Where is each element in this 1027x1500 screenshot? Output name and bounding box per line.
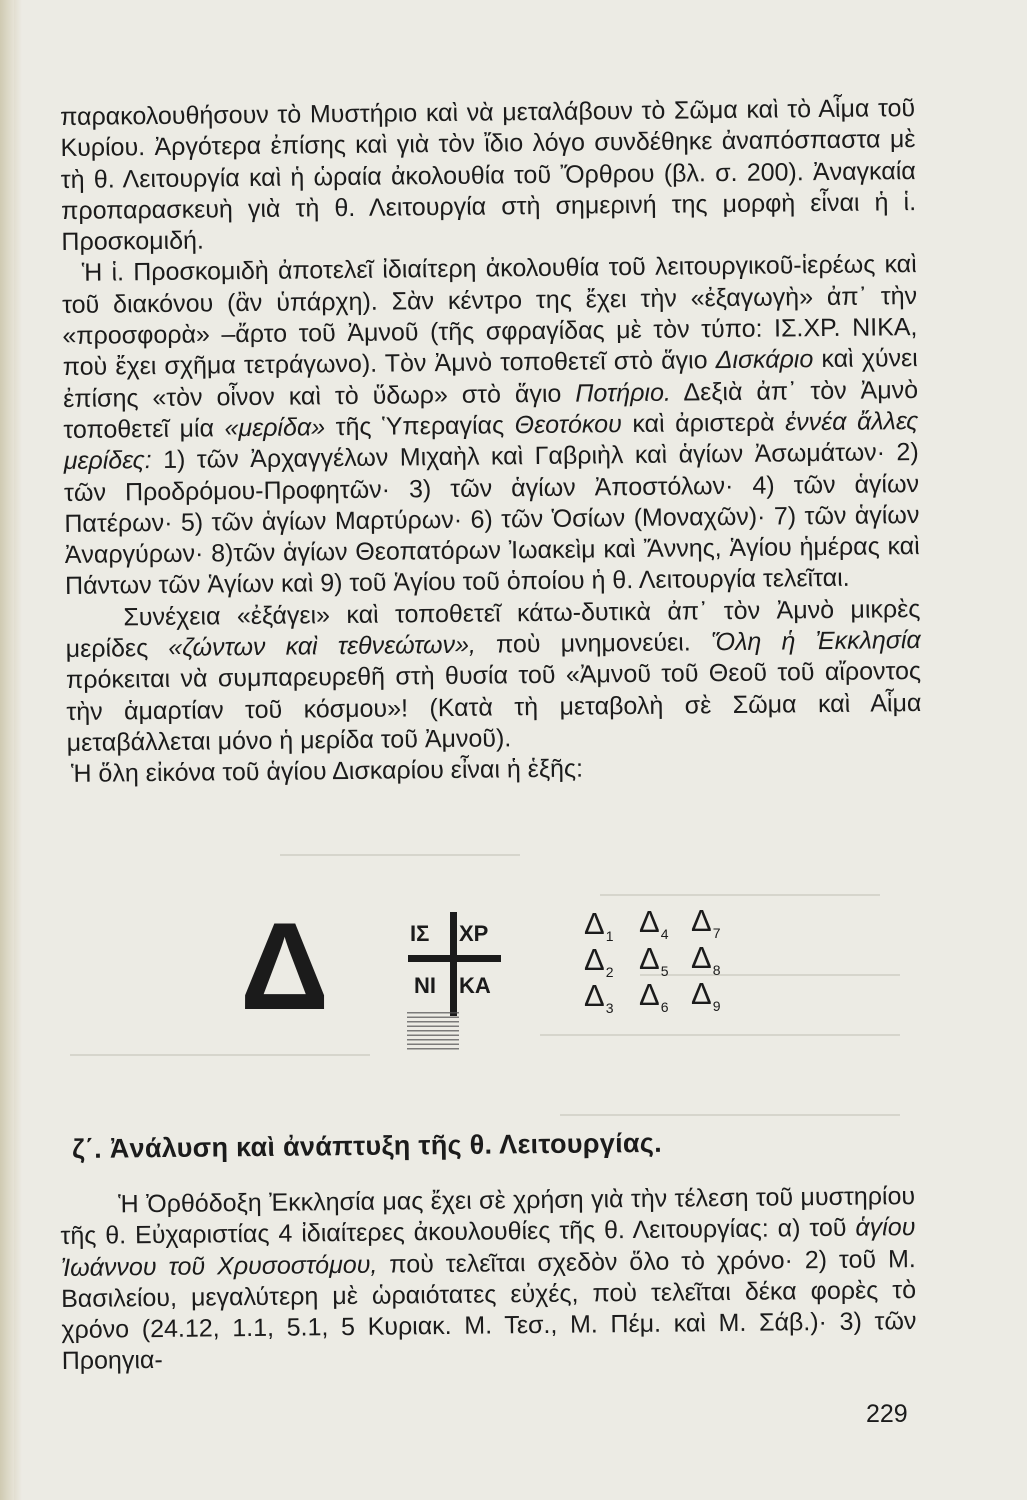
delta-index: 7	[712, 925, 721, 941]
italic-chrysostom: ἁγίου Ἰωάννου τοῦ Χρυσοστόμου,	[60, 1213, 916, 1282]
delta-particle	[691, 942, 721, 979]
delta-index: 1	[605, 928, 614, 944]
particle-delta-grid	[584, 903, 764, 1018]
big-delta-symbol: Δ	[240, 898, 330, 1036]
text-fragment: καὶ χύνει ἐπίσης «τὸν οἶνον καὶ τὸ ὕδωρ» στὸ ἅγιο	[62, 344, 918, 413]
paragraph-3	[65, 594, 922, 759]
text-fragment: ποὺ τελεῖται σχεδὸν ὅλο τὸ χρόνο· 2) τοῦ Μ. Βασιλείου, μεγαλύτερη μὲ ὡραιότατες εὐχές, ποὺ τελεῖται δέκα φορὲς τὸ χρόνο (24.12, 1.1, 5.1, 5 Κυριακ. Μ. Τεσ., Μ. Πέμ. καὶ Μ. Σάβ.)· 3) τῶν Προηγια-	[60, 1244, 917, 1376]
italic-diskario: Δισκάριο	[715, 345, 814, 375]
delta-letter: Δ	[584, 978, 605, 1013]
delta-particle	[691, 978, 721, 1015]
delta-particle	[691, 905, 721, 942]
main-text-upper	[60, 93, 922, 790]
text-fragment: Δεξιὰ ἀπ᾿ τὸν Ἀμνὸ τοποθετεῖ μία	[63, 375, 919, 444]
seal-cross	[408, 912, 508, 1022]
delta-index: 5	[660, 963, 669, 979]
text-fragment: 1) τῶν Ἀρχαγγέλων Μιχαὴλ καὶ Γαβριὴλ καὶ ἁγίων Ἀσωμάτων· 2) τῶν Προδρόμου-Προφητῶν· 3) τῶν ἁγίων Ἀποστόλων· 4) τῶν ἁγίων Πατέρων· 5) τῶν ἁγίων Μαρτύρων· 6) τῶν Ὁσίων (Μοναχῶν)· 7) τῶν ἁγίων Ἀναργύρων· 8)τῶν ἁγίων Θεοπατόρων Ἰωακεὶμ καὶ Ἄννης, Ἁγίου ἡμέρας καὶ Πάντων τῶν Ἁγίων καὶ 9) τοῦ Ἁγίου τοῦ ὁποίου ἡ θ. Λειτουργία τελεῖται.	[63, 438, 920, 601]
delta-letter: Δ	[584, 942, 605, 977]
section-heading: ζ΄. Ἀνάλυση καὶ ἀνάπτυξη τῆς θ. Λειτουργίας.	[72, 1127, 663, 1164]
delta-letter: Δ	[691, 940, 712, 975]
cross-label-top-right: ΧΡ	[459, 921, 489, 946]
delta-letter: Δ	[691, 976, 712, 1011]
italic-zonton: «ζώντων καὶ τεθνεώτων»,	[168, 630, 477, 662]
text-fragment: καὶ ἀριστερὰ	[621, 408, 786, 439]
paragraph-2	[62, 250, 921, 603]
cross-label-bottom-left: ΝΙ	[414, 973, 436, 998]
cross-label-top-left: ΙΣ	[410, 921, 430, 946]
delta-letter: Δ	[639, 904, 660, 939]
cross-vertical-bar	[450, 912, 457, 1016]
delta-letter: Δ	[584, 906, 605, 941]
delta-index: 4	[660, 926, 669, 942]
text-fragment: πρόκειται νὰ συμπαρευρεθῆ στὴ θυσία τοῦ «Ἀμνοῦ τοῦ Θεοῦ τοῦ αἴροντος τὴν ἁμαρτίαν τοῦ κόσμου»! (Κατὰ τὴ μεταβολὴ σὲ Σῶμα καὶ Αἷμα μεταβάλλεται μόνο ἡ μερίδα τοῦ Ἀμνοῦ).	[65, 657, 922, 757]
delta-particle	[584, 980, 614, 1017]
delta-letter: Δ	[639, 941, 660, 976]
delta-particle	[584, 908, 614, 945]
delta-particle	[639, 906, 669, 943]
italic-ennea: ἐννέα ἄλλες μερίδες:	[63, 406, 919, 476]
text-fragment: Ἡ Ὀρθόδοξη Ἐκκλησία μας ἔχει σὲ χρήση γιὰ τὴν τέλεση τοῦ μυστηρίου τῆς θ. Εὐχαριστίας 4 ἰδιαίτερες ἀκουλουθίες τῆς θ. Λειτουργίας: α) τοῦ	[60, 1182, 916, 1251]
text-fragment: τῆς Ὑπεραγίας	[324, 411, 515, 442]
paragraph-4: Ἡ ὅλη εἰκόνα τοῦ ἁγίου Δισκαρίου εἶναι ἡ ἑξῆς:	[70, 754, 584, 789]
cross-horizontal-bar	[408, 955, 501, 962]
delta-particle	[639, 979, 669, 1016]
cross-label-bottom-right: ΚΑ	[459, 973, 491, 998]
delta-index: 6	[660, 999, 669, 1015]
delta-index: 9	[712, 998, 721, 1014]
delta-index: 2	[605, 964, 614, 980]
delta-index: 3	[605, 1000, 614, 1016]
italic-merida: «μερίδα»	[224, 413, 326, 443]
italic-potirio: Ποτήριο.	[575, 378, 672, 408]
text-fragment: ποὺ μνημονεύει.	[475, 628, 711, 659]
paragraph-1: παρακολουθήσουν τὸ Μυστήριο καὶ νὰ μεταλάβουν τὸ Σῶμα καὶ τὸ Αἷμα τοῦ Κυρίου. Ἀργότερα ἐπίσης καὶ γιὰ τὸν ἴδιο λόγο συνδέθηκε ἀναπόσπαστα μὲ τὴ θ. Λειτουργία καὶ ἡ ὡραία ἀκολουθία τοῦ Ὄρθρου (βλ. σ. 200). Ἀναγκαία προπαρασκευὴ γιὰ τὴ θ. Λειτουργία στὴ σημερινή της μορφὴ εἶναι ἡ ἱ. Προσκομιδή.	[60, 94, 917, 257]
paragraph-2-start: Ἡ ἱ. Προσκομιδὴ ἀποτελεῖ ἰδιαίτερη ἀκολουθία τοῦ λειτουργικοῦ-ἱερέως καὶ τοῦ διακόνου (ἂν ὑπάρχη). Σὰν κέντρο της ἔχει τὴν «ἐξαγωγὴ» ἀπ᾿ τὴν «προσφορὰ» –ἄρτο τοῦ Ἀμνοῦ (τῆς σφραγίδας μὲ τὸν τύπο: ΙΣ.ΧΡ. ΝΙΚΑ, ποὺ ἔχει σχῆμα τετράγωνο). Τὸν Ἀμνὸ τοποθετεῖ στὸ ἅγιο	[61, 250, 918, 382]
text-fragment: Συνέχεια «ἐξάγει» καὶ τοποθετεῖ κάτω-δυτικὰ ἀπ᾿ τὸν Ἀμνὸ μικρὲς μερίδες	[65, 594, 921, 664]
paragraph-5	[60, 1181, 917, 1378]
page-number: 229	[866, 1400, 908, 1428]
page-gutter-shadow	[14, 0, 22, 1500]
delta-index: 8	[712, 962, 721, 978]
main-text-lower	[60, 1181, 917, 1378]
delta-particle	[639, 943, 669, 980]
italic-theotokou: Θεοτόκου	[514, 410, 622, 440]
page-gutter-edge	[0, 0, 14, 1500]
cross-dotted-base	[407, 1012, 459, 1052]
italic-oli: Ὅλη ἡ Ἐκκλησία	[710, 626, 921, 657]
delta-letter: Δ	[691, 903, 712, 938]
delta-letter: Δ	[639, 977, 660, 1012]
delta-particle	[584, 944, 614, 981]
